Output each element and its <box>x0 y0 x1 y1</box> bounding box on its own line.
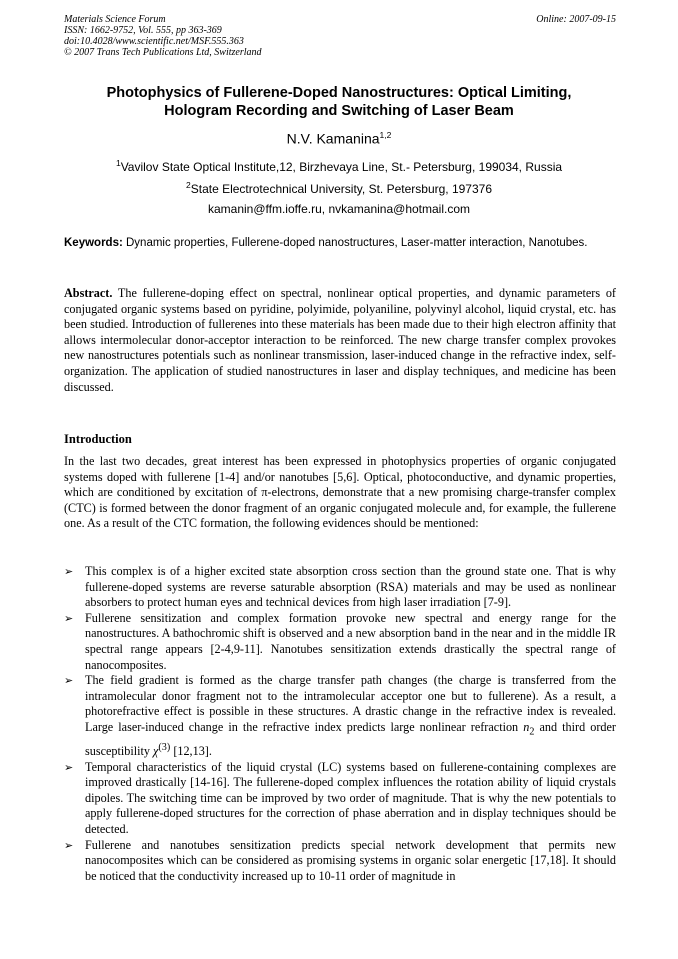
keywords-label: Keywords: <box>64 237 123 249</box>
affiliation-1-mark: 1 <box>115 158 121 168</box>
symbol-chi-superscript: (3) <box>158 741 171 753</box>
list-item-text-part: and third order susceptibility <box>85 719 616 759</box>
introduction-paragraph: In the last two decades, great interest has been expressed in photophysics properties of organic conjugated systems doped with fullerene [1-4] and/or nanotubes [5,6]. Optical, photoconductive, and dynamic properties, which are conditioned by excitation of π-electrons, demonstrate that a new promising charge-transfer complex (CTC) is formed between the donor fragment of an organic conjugated molecule and, for example, the fullerene one. As a result of the CTC formation, the following evidences should be mentioned: <box>64 454 616 531</box>
list-item <box>64 838 616 885</box>
author-emails: kamanin@ffm.ioffe.ru, nvkamanina@hotmail.com <box>207 202 471 216</box>
list-item-text: This complex is of a higher excited state absorption cross section than the ground state one. That is why fullerene-doped systems are reverse saturable absorption (RSA) materials and may be used as nonlinear absorbers to protect human eyes and technical devices from high laser irradiation [7-9]. <box>85 564 616 610</box>
author-affiliation-marks: 1,2 <box>379 130 392 140</box>
title-line-2: Hologram Recording and Switching of Laser Beam <box>164 103 514 119</box>
issn-line: ISSN: 1662-9752, Vol. 555, pp 363-369 <box>64 25 222 36</box>
abstract-text: The fullerene-doping effect on spectral, nonlinear optical properties, and dynamic parameters of conjugated organic systems based on pyridine, polyimide, polyaniline, polyvinyl alcohol, liquid crystal, etc. has been studied. Introduction of fullerenes into these materials has been made due to their high electron affinity that allows intermolecular donor-acceptor interaction to be reinforced. The new charge transfer complex provokes new nanostructures potentials such as nonlinear transmission, laser-induced change in the refractive index, self-organization. The application of studied nanostructures in laser and display techniques, and medicine has been discussed. <box>64 286 616 394</box>
list-item-text: Fullerene sensitization and complex formation provoke new spectral and energy range for the nanostructures. A bathochromic shift is observed and a new absorption band in the near and in the middle IR spectral range appears [2-4,9-11]. Nanotubes sensitization extends drastically the spectral range of nanocomposites. <box>85 610 616 672</box>
symbol-n: n <box>523 719 530 734</box>
title-line-1: Photophysics of Fullerene-Doped Nanostructures: Optical Limiting, <box>106 85 572 101</box>
abstract <box>64 286 616 395</box>
affiliation-1-text: Vavilov State Optical Institute,12, Birzhevaya Line, St.- Petersburg, 199034, Russia <box>120 160 563 174</box>
copyright-line: © 2007 Trans Tech Publications Ltd, Switzerland <box>64 47 262 58</box>
keywords-text: Dynamic properties, Fullerene-doped nanostructures, Laser-matter interaction, Nanotubes. <box>122 237 588 249</box>
affiliation-2-mark: 2 <box>186 180 191 190</box>
list-item <box>64 611 616 673</box>
arrow-bullet-icon: ➢ <box>64 565 74 578</box>
list-item-text: Fullerene and nanotubes sensitization predicts special network development that permits new nanocomposites which can be considered as promising systems in organic solar energetic [17,18]. It should be noticed that the conductivity increased up to 10-11 order of magnitude in <box>85 837 616 883</box>
arrow-bullet-icon: ➢ <box>64 674 74 688</box>
online-date: Online: 2007-09-15 <box>536 14 616 25</box>
affiliation-2-text: State Electrotechnical University, St. Petersburg, 197376 <box>190 182 492 196</box>
keywords <box>64 236 616 252</box>
paper-title <box>40 84 638 120</box>
abstract-label: Abstract. <box>64 286 113 300</box>
arrow-bullet-icon: ➢ <box>64 611 74 625</box>
journal-header <box>64 14 616 58</box>
doi-line: doi:10.4028/www.scientific.net/MSF.555.363 <box>64 36 244 47</box>
list-item <box>64 760 616 838</box>
list-item-text: Temporal characteristics of the liquid crystal (LC) systems based on fullerene-containing complexes are improved drastically [14-16]. The fullerene-doped complex influences the rotation ability of liquid crystals dipoles. The switching time can be improved by two order of magnitude. That is why the new potentials to apply fullerene-doped structures for the correction of phase aberration and in display techniques should be detected. <box>85 759 616 836</box>
arrow-bullet-icon: ➢ <box>64 838 74 852</box>
list-item-text <box>85 673 616 759</box>
affiliation-1 <box>0 158 678 174</box>
list-item-text-part: [12,13]. <box>170 744 212 759</box>
affiliation-2 <box>0 180 678 196</box>
list-item <box>64 564 616 611</box>
list-item-text-part: The field gradient is formed as the charge transfer path changes (the charge is transferred from the intramolecular donor fragment not to the intramolecular acceptor one but to fullerene). As a result, a photorefractive effect is possible in these structures. A drastic change in the refractive index is revealed. Large laser-induced change in the refractive index predicts large nonlinear refraction <box>85 673 616 734</box>
section-heading-introduction: Introduction <box>64 432 132 446</box>
author <box>0 130 678 147</box>
journal-name: Materials Science Forum <box>64 14 166 25</box>
arrow-bullet-icon: ➢ <box>64 760 74 774</box>
list-item <box>64 673 616 759</box>
evidence-list <box>64 564 616 884</box>
author-name: N.V. Kamanina <box>286 130 380 147</box>
symbol-n-subscript: 2 <box>529 726 535 738</box>
symbol-chi: χ <box>153 744 159 759</box>
